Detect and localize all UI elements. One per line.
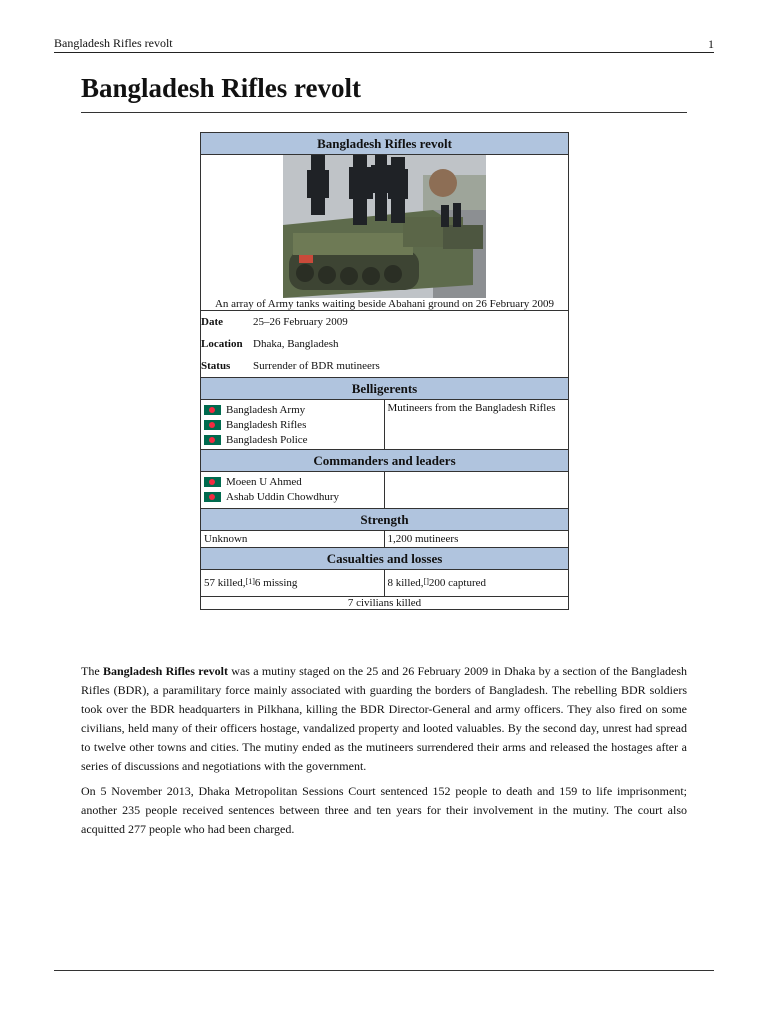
belligerent-name[interactable]: Bangladesh Rifles — [226, 418, 307, 431]
commander-name[interactable]: Ashab Uddin Chowdhury — [226, 490, 340, 503]
paragraph-text: The — [81, 664, 103, 678]
bangladesh-flag-icon — [204, 435, 221, 445]
citation-link[interactable]: [1] — [245, 576, 255, 586]
paragraph — [81, 662, 687, 776]
commander-item — [204, 474, 381, 489]
casualty-text: 57 killed, — [204, 577, 246, 589]
tanks-photo[interactable] — [283, 155, 486, 298]
fact-location — [201, 333, 568, 355]
casualty-text: 200 captured — [428, 577, 487, 589]
commanders-side1 — [201, 472, 385, 508]
belligerent-item — [204, 432, 381, 447]
strength-row — [201, 531, 568, 548]
strength-side1: Unknown — [201, 531, 385, 547]
page-title: Bangladesh Rifles revolt — [81, 70, 687, 113]
infobox-image-cell — [201, 155, 569, 299]
bangladesh-flag-icon — [204, 420, 221, 430]
civilian-casualties: 7 civilians killed — [347, 597, 422, 609]
paragraph: On 5 November 2013, Dhaka Metropolitan Sessions Court sentenced 152 people to death and 159 to life imprisonment; another 235 people received sentences between three and ten years for their involvement in the mutiny. The court also acquitted 277 people who had been charged. — [81, 784, 687, 836]
commander-item — [204, 489, 381, 504]
commander-name[interactable]: Moeen U Ahmed — [226, 475, 302, 488]
infobox-title: Bangladesh Rifles revolt — [201, 133, 569, 155]
casualties-side1 — [201, 570, 385, 596]
article-subject: Bangladesh Rifles revolt — [102, 664, 228, 678]
casualties-heading: Casualties and losses — [201, 548, 569, 570]
fact-label: Location — [201, 338, 243, 350]
infobox-image-caption: An array of Army tanks waiting beside Abahani ground on 26 February 2009 — [214, 298, 555, 310]
fact-status — [201, 355, 568, 377]
commanders-heading: Commanders and leaders — [201, 450, 569, 472]
infobox — [200, 132, 569, 610]
belligerents-heading: Belligerents — [201, 378, 569, 400]
belligerent-name[interactable]: Bangladesh Police — [226, 433, 308, 446]
article-body — [81, 662, 687, 845]
belligerent-name[interactable]: Bangladesh Army — [226, 403, 306, 416]
fact-value: Surrender of BDR mutineers — [253, 360, 380, 372]
fact-label: Status — [201, 360, 231, 372]
commanders-side2 — [385, 472, 569, 508]
casualties-side2 — [385, 570, 569, 596]
bangladesh-flag-icon — [204, 477, 221, 487]
belligerents-side2 — [385, 400, 569, 449]
fact-value[interactable]: Dhaka, Bangladesh — [253, 338, 339, 350]
infobox-facts — [201, 311, 569, 378]
bangladesh-flag-icon — [204, 405, 221, 415]
fact-label: Date — [201, 316, 223, 328]
fact-value: 25–26 February 2009 — [253, 316, 348, 328]
paragraph-text: was a mutiny staged on the 25 and 26 February 2009 in Dhaka by a section of the Bangladesh Rifles (BDR), a paramilitary force mainly associated with guarding the borders of Bangladesh. The rebelling BDR soldiers took over the BDR headquarters in Pilkhana, killing the BDR Director-General and army officers. They also fired on some civilians, held many of their officers hostage, vandalized property and looted valuables. By the second day, unrest had spread to twelve other towns and cities. The mutiny ended as the mutineers surrendered their arms and released the hostages after a series of discussions and negotiations with the government. — [81, 664, 688, 773]
fact-date — [201, 311, 568, 333]
citation-link[interactable]: [] — [423, 576, 429, 586]
belligerents-row — [201, 400, 568, 450]
footer-rule — [54, 970, 714, 971]
bangladesh-flag-icon — [204, 492, 221, 502]
page-number: 1 — [708, 37, 714, 51]
casualty-text: 6 missing — [254, 577, 298, 589]
belligerent-name: Mutineers from the Bangladesh Rifles — [387, 402, 556, 414]
belligerents-side1 — [201, 400, 385, 449]
belligerent-item — [204, 402, 381, 417]
belligerent-item — [204, 417, 381, 432]
commanders-row — [201, 472, 568, 509]
casualties-row — [201, 570, 568, 597]
running-header-title: Bangladesh Rifles revolt — [54, 36, 173, 50]
strength-side2: 1,200 mutineers — [387, 533, 459, 545]
strength-heading: Strength — [201, 509, 569, 531]
tanks-photo-illustration — [283, 155, 486, 298]
casualty-text: 8 killed, — [387, 577, 424, 589]
running-header — [54, 34, 714, 53]
